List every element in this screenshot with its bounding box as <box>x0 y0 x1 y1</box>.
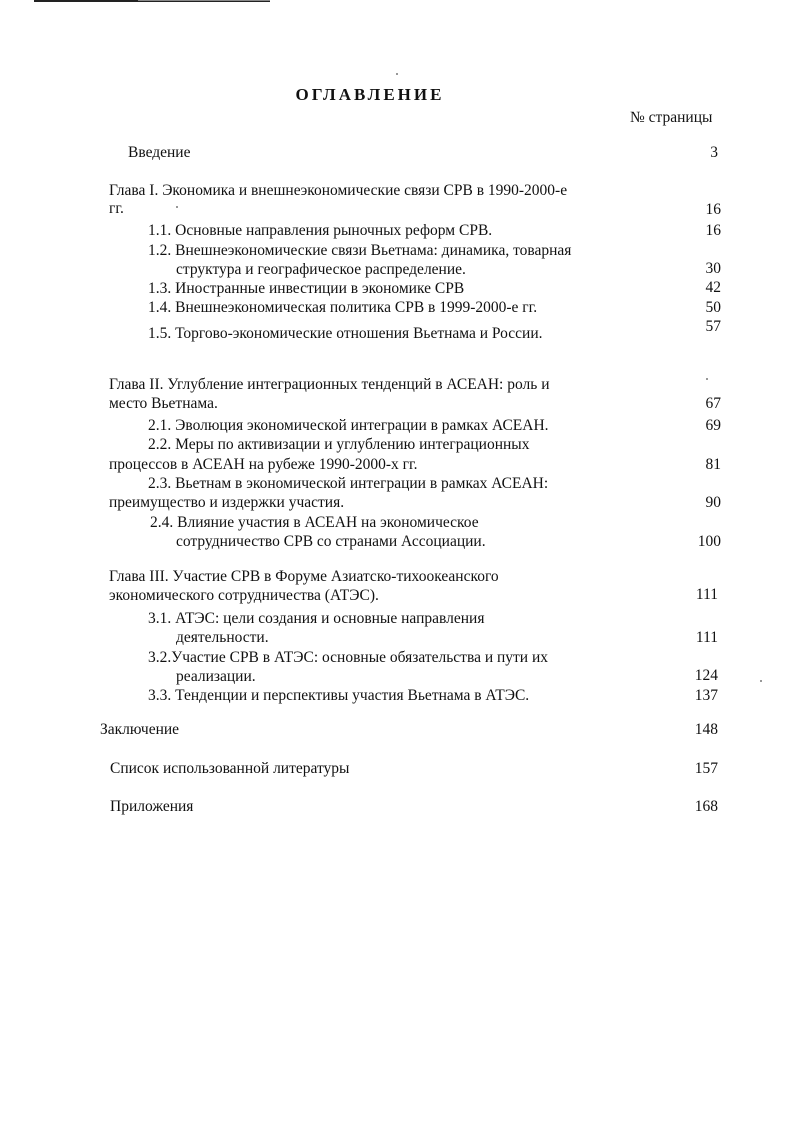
toc-section-2-3: 2.3. Вьетнам в экономической интеграции в рамках АСЕАН: <box>148 475 549 492</box>
scan-speck <box>396 73 398 75</box>
toc-page-1-3: 42 <box>705 279 721 296</box>
toc-page-3-3: 137 <box>694 687 718 704</box>
toc-page-chapter-3: 111 <box>695 586 718 603</box>
toc-page-1-5: 57 <box>705 318 721 335</box>
toc-section-3-2-cont: реализации. <box>176 668 256 685</box>
toc-page-3-1: 111 <box>695 629 718 646</box>
toc-section-3-3: 3.3. Тенденции и перспективы участия Вьетнама в АТЭС. <box>148 687 530 704</box>
toc-page-3-2: 124 <box>694 667 718 684</box>
toc-page-1-4: 50 <box>705 299 721 316</box>
toc-section-2-1: 2.1. Эволюция экономической интеграции в рамках АСЕАН. <box>148 417 549 434</box>
toc-chapter-2-title: Глава II. Углубление интеграционных тенденций в АСЕАН: роль и <box>109 376 550 393</box>
toc-chapter-1-title: Глава I. Экономика и внешнеэкономические связи СРВ в 1990-2000-е <box>109 182 568 199</box>
toc-section-1-5: 1.5. Торгово-экономические отношения Вьетнама и России. <box>148 325 543 342</box>
toc-page-1-1: 16 <box>705 222 721 239</box>
toc-page-2-4: 100 <box>697 533 721 550</box>
toc-section-1-2: 1.2. Внешнеэкономические связи Вьетнама: динамика, товарная <box>148 242 572 259</box>
toc-section-1-4: 1.4. Внешнеэкономическая политика СРВ в 1999-2000-е гг. <box>148 299 538 316</box>
toc-section-1-3: 1.3. Иностранные инвестиции в экономике СРВ <box>148 280 465 297</box>
toc-chapter-2-title-cont: место Вьетнама. <box>109 395 218 412</box>
toc-page-conclusion: 148 <box>694 721 718 738</box>
toc-page-chapter-2: 67 <box>705 395 721 412</box>
toc-page-2-2: 81 <box>705 456 721 473</box>
toc-entry-bibliography: Список использованной литературы <box>110 760 350 777</box>
page-column-header: № страницы <box>630 109 713 126</box>
toc-section-2-3-cont: преимущество и издержки участия. <box>109 494 345 511</box>
scan-speck <box>706 378 708 380</box>
toc-chapter-1-title-cont: гг. <box>109 200 124 217</box>
toc-section-2-4: 2.4. Влияние участия в АСЕАН на экономическое <box>150 514 479 531</box>
toc-section-3-1-cont: деятельности. <box>176 629 269 646</box>
page-title: ОГЛАВЛЕНИЕ <box>295 85 445 104</box>
toc-chapter-3-title-cont: экономического сотрудничества (АТЭС). <box>109 587 379 604</box>
toc-entry-intro: Введение <box>128 144 191 161</box>
toc-section-2-2: 2.2. Меры по активизации и углублению интеграционных <box>148 436 530 453</box>
toc-section-2-2-cont: процессов в АСЕАН на рубеже 1990-2000-х гг. <box>109 456 418 473</box>
toc-section-3-1: 3.1. АТЭС: цели создания и основные направления <box>148 610 485 627</box>
toc-page-bibliography: 157 <box>694 760 718 777</box>
toc-entry-appendices: Приложения <box>110 798 194 815</box>
toc-entry-conclusion: Заключение <box>100 721 180 738</box>
toc-section-3-2: 3.2.Участие СРВ в АТЭС: основные обязательства и пути их <box>148 649 549 666</box>
toc-page-chapter-1: 16 <box>705 201 721 218</box>
scan-edge-line <box>34 0 270 2</box>
toc-page-appendices: 168 <box>694 798 718 815</box>
toc-page-intro: 3 <box>710 144 718 161</box>
toc-section-2-4-cont: сотрудничество СРВ со странами Ассоциации. <box>176 533 486 550</box>
toc-chapter-3-title: Глава III. Участие СРВ в Форуме Азиатско-тихоокеанского <box>109 568 499 585</box>
scan-speck <box>760 680 762 682</box>
toc-page-2-3: 90 <box>705 494 721 511</box>
toc-page-2-1: 69 <box>705 417 721 434</box>
toc-section-1-1: 1.1. Основные направления рыночных реформ СРВ. <box>148 222 493 239</box>
scan-speck <box>176 206 178 208</box>
toc-page-1-2: 30 <box>705 260 721 277</box>
toc-section-1-2-cont: структура и географическое распределение. <box>176 261 466 278</box>
